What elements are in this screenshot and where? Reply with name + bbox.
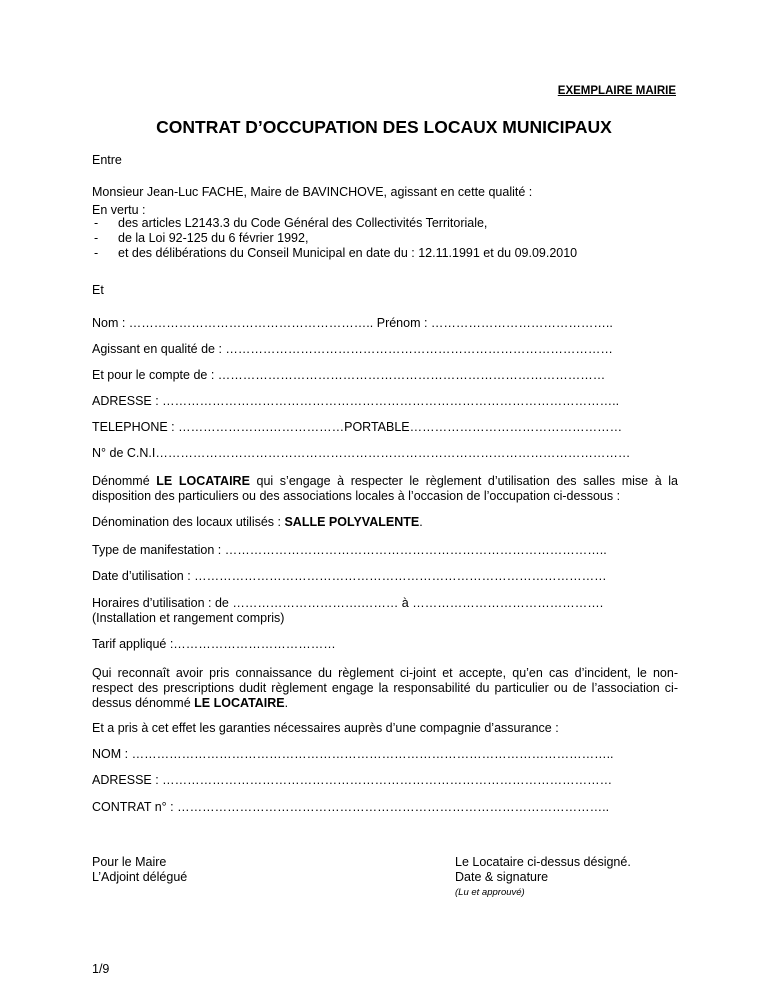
type-manifestation-field[interactable]: Type de manifestation : ……………………………………………………………………………….. <box>92 543 607 557</box>
horaires-note: (Installation et rangement compris) <box>92 611 285 625</box>
locaux-label: Dénomination des locaux utilisés : <box>92 515 285 529</box>
page-number: 1/9 <box>92 962 110 976</box>
locaux-period: . <box>419 515 423 529</box>
sig-left-line: Pour le Maire <box>92 855 167 869</box>
document-title: CONTRAT D’OCCUPATION DES LOCAUX MUNICIPAUX <box>156 117 612 137</box>
compte-field[interactable]: Et pour le compte de : ………………………………………………………………………………… <box>92 368 606 382</box>
adresse-field[interactable]: ADRESSE : ……………………………………………………………………………………………….. <box>92 394 620 408</box>
denomme-text-pre: Dénommé <box>92 474 157 488</box>
nom-assurance-field[interactable]: NOM : …………………………………………………………………………………………………….. <box>92 747 614 761</box>
sig-left-line: L’Adjoint délégué <box>92 870 188 884</box>
list-item <box>92 216 577 231</box>
reconnait-text-post: . <box>284 696 289 710</box>
sig-right-line: Date & signature <box>455 870 549 884</box>
locaux-line <box>92 515 678 530</box>
reconnait-text-pre: Qui reconnaît avoir pris connaissance du règlement ci-joint et accepte, qu’en cas d’incident, le non-respect des prescriptions dudit règlement engage la responsabilité du particulier ou de l’association ci-dessus dénommé <box>92 666 678 710</box>
nom-prenom-field[interactable]: Nom : ………………………………………………….. Prénom : …………………………………….. <box>92 316 613 330</box>
list-item-text: des articles L2143.3 du Code Général des Collectivités Territoriale, <box>118 216 488 230</box>
qualite-field[interactable]: Agissant en qualité de : ………………………………………………………………………………… <box>92 342 613 356</box>
telephone-field[interactable]: TELEPHONE : ………………….………………PORTABLE…………………………………………… <box>92 420 623 434</box>
garanties-text: Et a pris à cet effet les garanties nécessaires auprès d’une compagnie d’assurance : <box>92 721 559 735</box>
reconnait-paragraph <box>92 666 678 711</box>
locataire-bold: LE LOCATAIRE <box>156 474 250 488</box>
list-item <box>92 246 577 261</box>
tarif-field[interactable]: Tarif appliqué :………………………………… <box>92 637 336 651</box>
date-utilisation-field[interactable]: Date d’utilisation : ……………………………………………………………………………………… <box>92 569 607 583</box>
list-item-text: de la Loi 92-125 du 6 février 1992, <box>118 231 309 245</box>
locataire-bold: LE LOCATAIRE <box>194 696 285 710</box>
cni-field[interactable]: N° de C.N.I…………………………………………………………………………………………………… <box>92 446 631 460</box>
bullet-dash: - <box>94 231 99 245</box>
list-item-text: et des délibérations du Conseil Municipal en date du : 12.11.1991 et du 09.09.2010 <box>118 246 578 260</box>
entre-text: Entre <box>92 153 122 167</box>
tenant-signature-block <box>455 855 631 900</box>
bullet-dash: - <box>94 216 99 230</box>
sig-right-line: Le Locataire ci-dessus désigné. <box>455 855 631 869</box>
bullet-dash: - <box>94 246 99 260</box>
copy-label: EXEMPLAIRE MAIRIE <box>557 85 676 97</box>
list-item <box>92 231 577 246</box>
denomme-paragraph <box>92 474 678 504</box>
adresse-assurance-field[interactable]: ADRESSE : ……………………………………………………………………………………………… <box>92 773 613 787</box>
et-text: Et <box>92 283 104 297</box>
lu-approuve-note: (Lu et approuvé) <box>455 887 525 898</box>
mayor-line: Monsieur Jean-Luc FACHE, Maire de BAVINCHOVE, agissant en cette qualité : <box>92 185 533 199</box>
contrat-number-field[interactable]: CONTRAT n° : ………………………………………………………………………………………….. <box>92 800 610 814</box>
legal-basis-list <box>92 216 577 261</box>
horaires-field[interactable]: Horaires d’utilisation : de ………………………….……… à ………………………………………. <box>92 596 604 610</box>
denomme-text-post: qui s’engage à respecter le règlement d’utilisation des salles mise à la disposition des particuliers ou des associations locales à l’occasion de l’occupation ci-dessous : <box>92 474 678 503</box>
en-vertu-heading: En vertu : <box>92 203 146 217</box>
locaux-value: SALLE POLYVALENTE <box>284 515 420 529</box>
mayor-signature-block <box>92 855 187 885</box>
